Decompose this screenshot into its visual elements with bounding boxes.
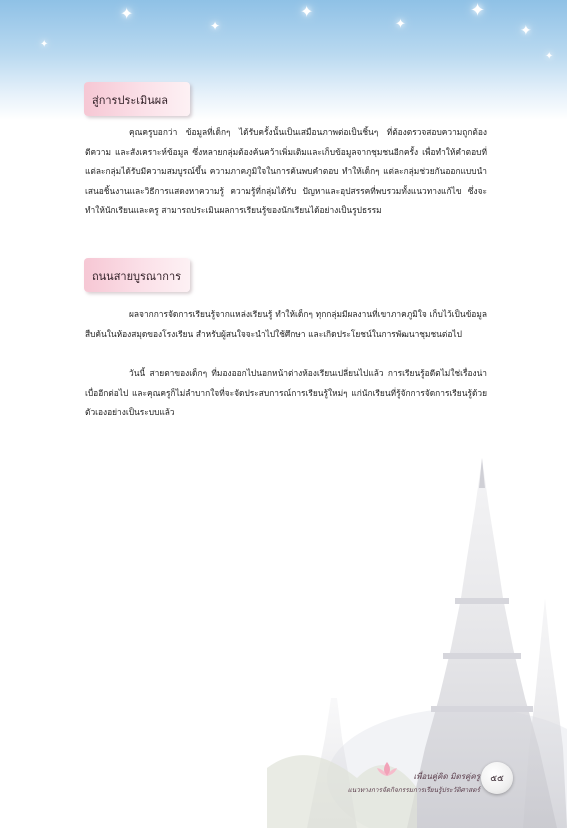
section-heading-integration xyxy=(84,258,190,292)
paragraph-text: ผลจากการจัดการเรียนรู้จากแหล่งเรียนรู้ ทำให้เด็กๆ ทุกกลุ่มมีผลงานที่เขาภาคภูมิใจ เก็บไว้เป็นข้อมูลสืบค้นในห้องสมุดของโรงเรียน สำหรับผู้สนใจจะนำไปใช้ศึกษา และเกิดประโยชน์ในการพัฒนาชุมชนต่อไป xyxy=(85,309,487,339)
section-heading-text: สู่การประเมินผล xyxy=(92,94,168,107)
brand-title: เพื่อนคู่คิด มิตรคู่ครู xyxy=(413,772,480,781)
page-number-badge xyxy=(481,762,513,794)
paragraph-text: วันนี้ สายตาของเด็กๆ ที่มองออกไปนอกหน้าต่างห้องเรียนเปลี่ยนไปแล้ว การเรียนรู้อดีตไม่ใช่เรื่องน่าเบื่ออีกต่อไป และคุณครูก็ไม่ลำบากใจที่จะจัดประสบการณ์การเรียนรู้ใหม่ๆ แก่นักเรียนที่รู้จักการจัดการเรียนรู้ด้วยตัวเองอย่างเป็นระบบแล้ว xyxy=(85,368,487,418)
sparkle-icon: ✦ xyxy=(300,2,314,21)
footer-brand xyxy=(340,770,480,795)
section-heading-text: ถนนสายบูรณาการ xyxy=(92,270,182,283)
paragraph-text: คุณครูบอกว่า ข้อมูลที่เด็กๆ ได้รับครั้งนั้นเป็นเสมือนภาพต่อเป็นชิ้นๆ ที่ต้องตรวจสอบความถูกต้อง ตีความ และสังเคราะห์ข้อมูล ซึ่งหลายกลุ่มต้องค้นคว้าเพิ่มเติมและเก็บข้อมูลจากชุมชนอีกครั้ง เพื่อทำให้คำตอบที่แต่ละกลุ่มได้รับมีความสมบูรณ์ขึ้น ความภาคภูมิใจในการค้นพบคำตอบ ทำให้เด็กๆ แต่ละกลุ่มช่วยกันออกแบบนำเสนอชิ้นงานและวิธีการแสดงหาความรู้ ความรู้ที่กลุ่มได้รับ ปัญหาและอุปสรรคที่พบรวมทั้งแนวทางแก้ไข ซึ่งจะทำให้นักเรียนและครู สามารถประเมินผลการเรียนรู้ของนักเรียนได้อย่างเป็นรูปธรรม xyxy=(85,127,487,216)
sparkle-icon: ✦ xyxy=(40,39,49,50)
page-number: ๕๕ xyxy=(490,774,504,784)
sparkle-icon: ✦ xyxy=(395,17,406,32)
section-heading-assessment xyxy=(84,82,190,116)
body-paragraph xyxy=(85,123,487,221)
sparkle-icon: ✦ xyxy=(520,23,532,39)
sparkle-icon: ✦ xyxy=(545,51,554,62)
sparkle-icon: ✦ xyxy=(470,0,486,21)
body-paragraph xyxy=(85,305,487,344)
sparkle-icon: ✦ xyxy=(210,19,221,33)
body-paragraph xyxy=(85,364,487,423)
brand-subtitle: แนวทางการจัดกิจกรรมการเรียนรู้ประวัติศาสตร์ xyxy=(347,786,480,794)
sparkle-icon: ✦ xyxy=(120,4,134,23)
